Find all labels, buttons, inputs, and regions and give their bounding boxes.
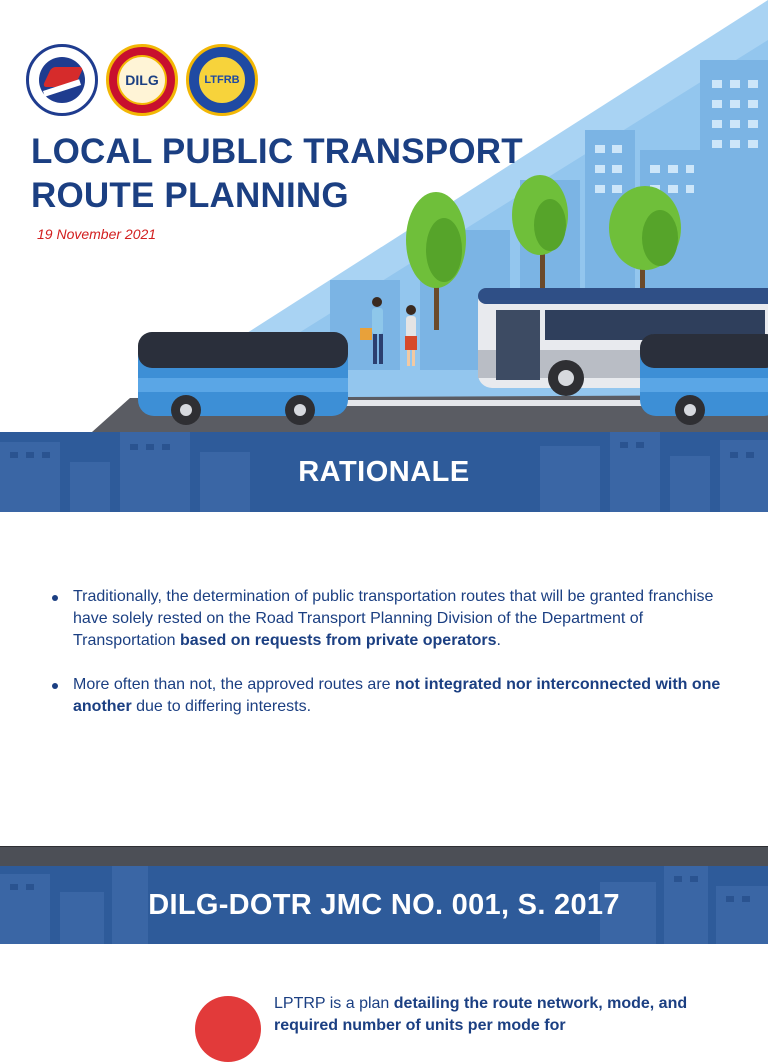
- bullet-icon: [52, 595, 58, 601]
- government-logos: [26, 44, 258, 116]
- dotr-seal-logo: [26, 44, 98, 116]
- rationale-heading: RATIONALE: [298, 455, 470, 488]
- ltfrb-seal-logo: LTFRB: [186, 44, 258, 116]
- pie-chart-icon: [195, 996, 261, 1062]
- bullet-icon: [52, 683, 58, 689]
- title-line-1: LOCAL PUBLIC TRANSPORT: [31, 132, 523, 171]
- list-item: Traditionally, the determination of public transportation routes that will be granted franchise have solely rested on the Road Transport Planning Division of the Department of Transportation based on requests from private operators.: [48, 586, 728, 652]
- dilg-seal-logo: DILG: [106, 44, 178, 116]
- list-item: More often than not, the approved routes are not integrated nor interconnected with one another due to differing interests.: [48, 674, 728, 718]
- section-divider: [0, 846, 768, 866]
- page-title: [31, 130, 551, 218]
- title-line-2: ROUTE PLANNING: [31, 176, 349, 215]
- jmc-heading: DILG-DOTR JMC NO. 001, S. 2017: [148, 888, 620, 921]
- rationale-banner: [0, 432, 768, 512]
- jmc-banner: [0, 866, 768, 944]
- rationale-list: [48, 586, 728, 740]
- lptrp-description: LPTRP is a plan detailing the route network, mode, and required number of units per mode for: [274, 995, 688, 1034]
- hero-section: [0, 0, 768, 432]
- presentation-date: 19 November 2021: [37, 226, 157, 242]
